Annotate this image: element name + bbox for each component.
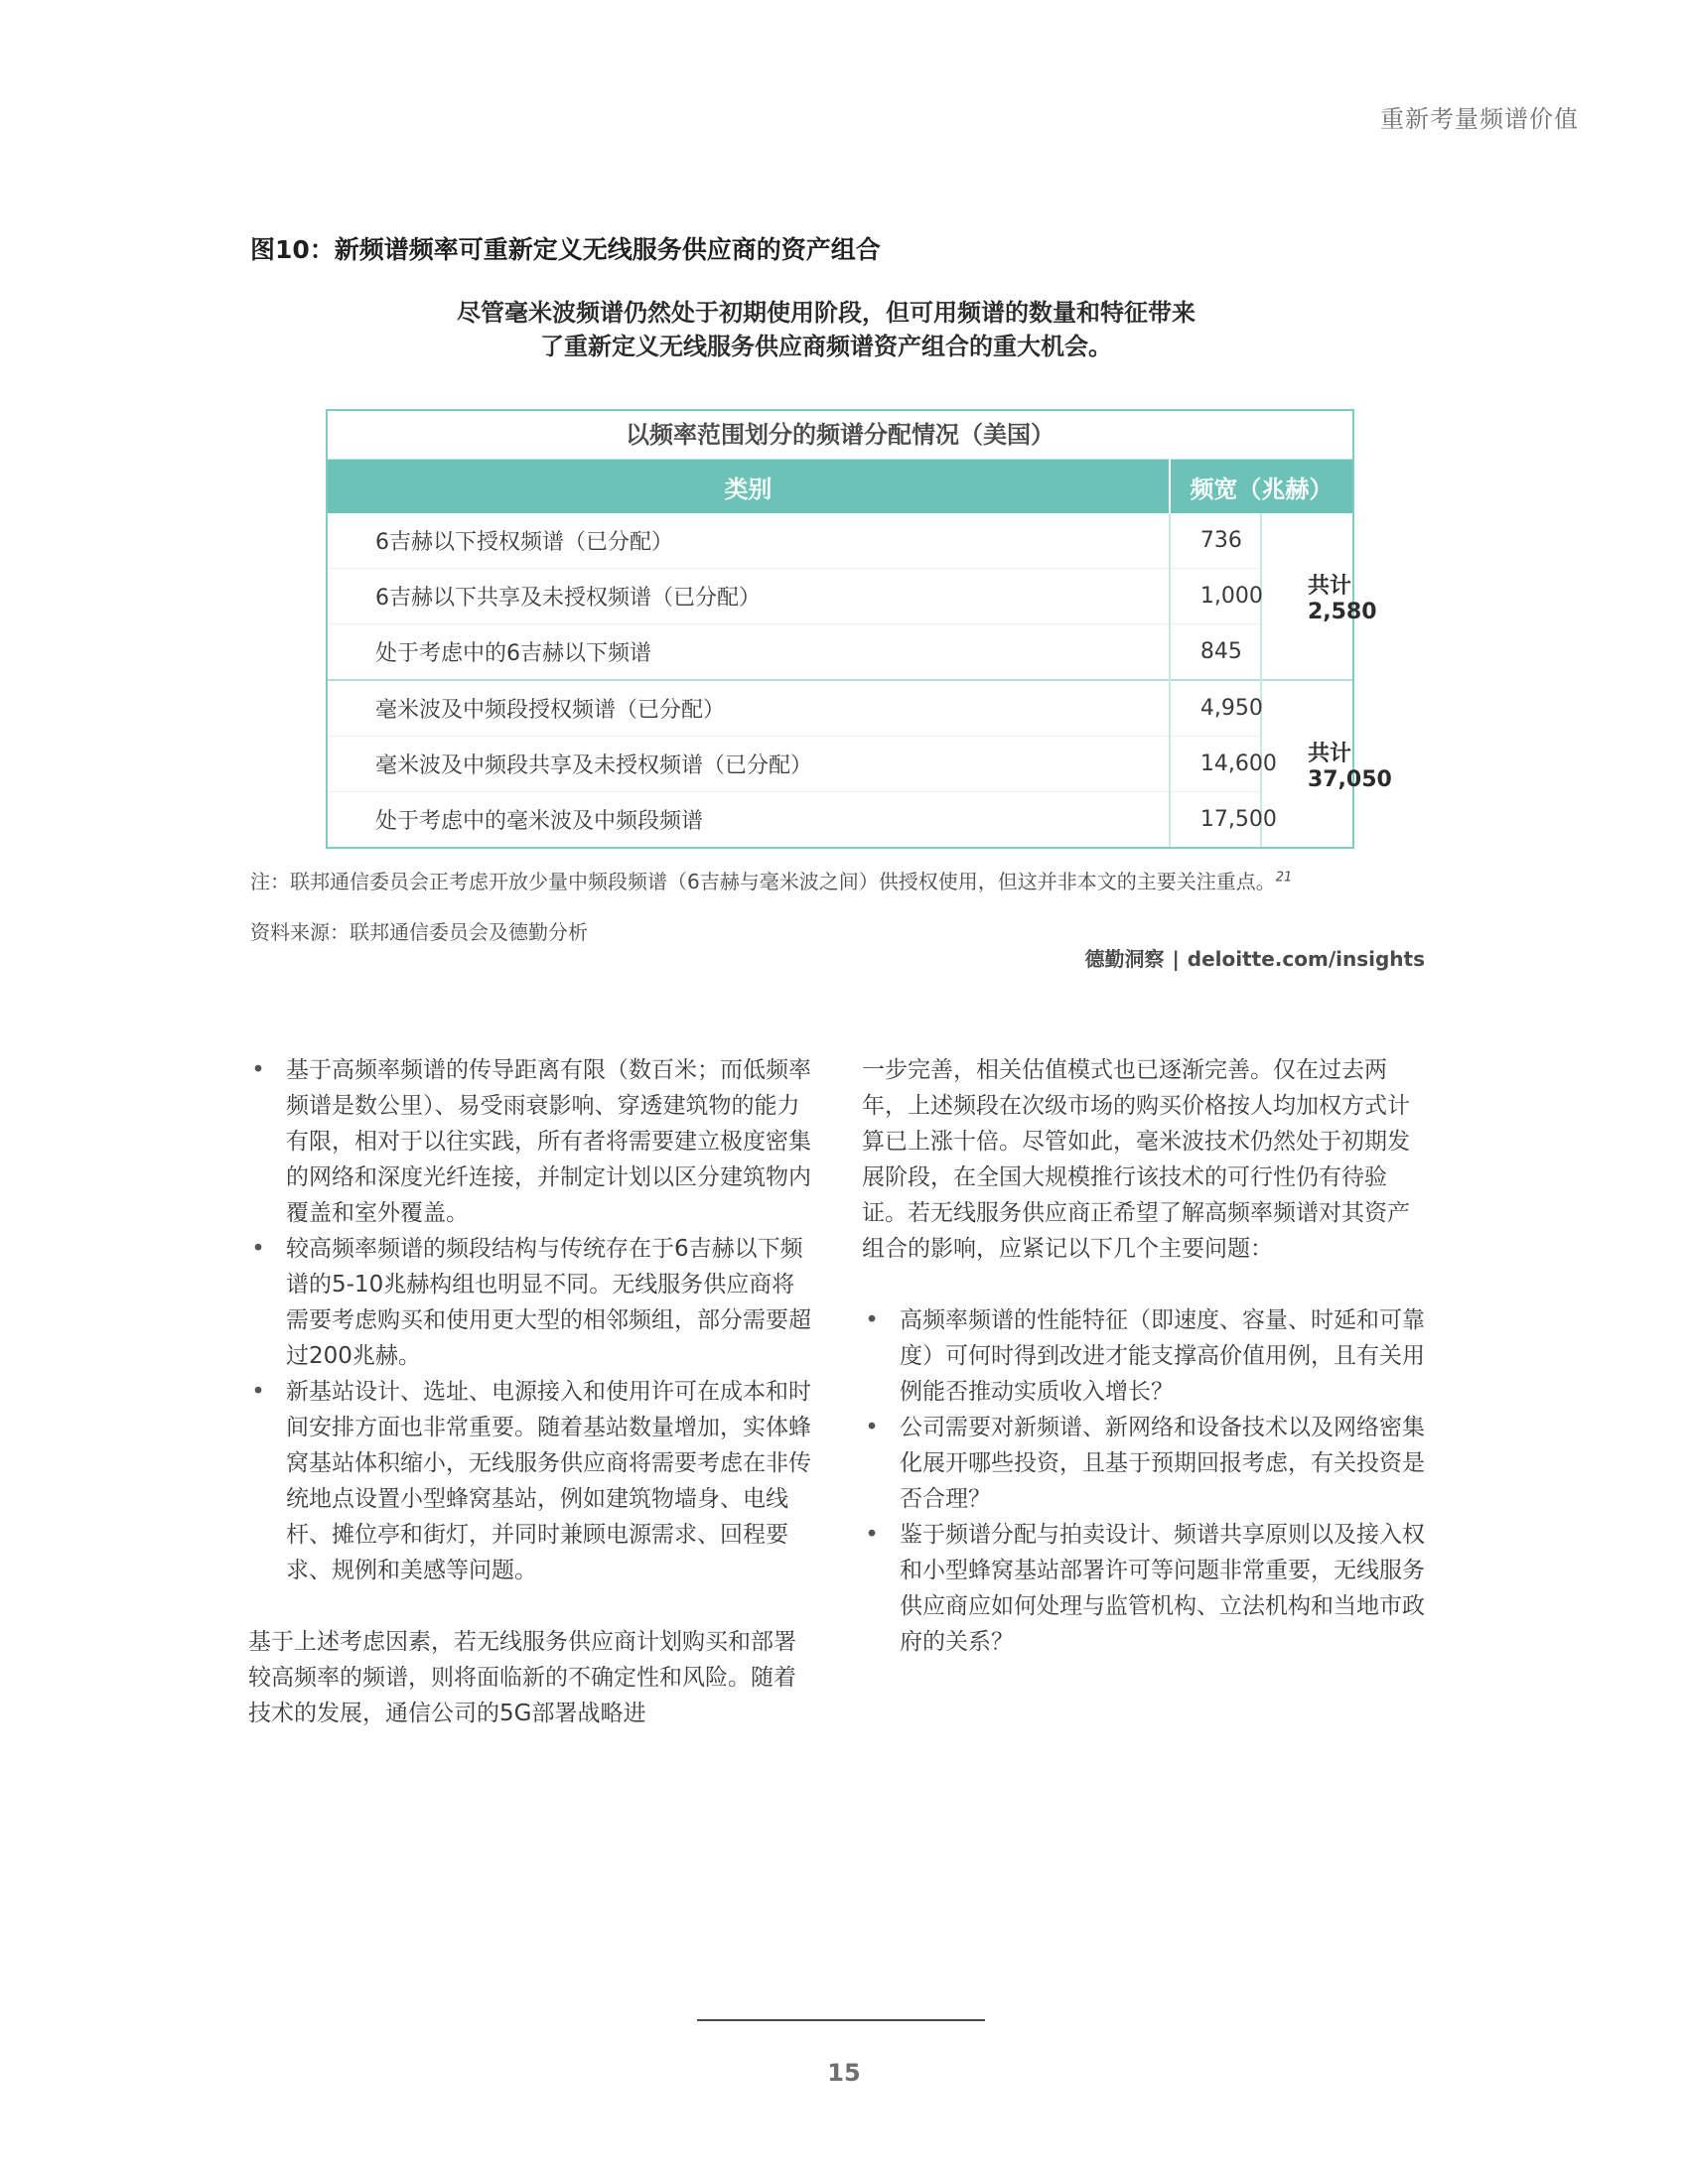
credit-url: deloitte.com/insights bbox=[1187, 947, 1425, 971]
value-cell: 736 bbox=[1170, 513, 1261, 569]
table-row bbox=[328, 680, 1352, 737]
value-cell: 4,950 bbox=[1170, 680, 1261, 737]
column-header-category: 类别 bbox=[328, 460, 1170, 513]
group-total-cell: 共计37,050 bbox=[1261, 680, 1352, 847]
list-item-text: 较高频率频谱的频段结构与传统存在于6吉赫以下频谱的5-10兆赫构组也明显不同。无线服务供应商将需要考虑购买和使用更大型的相邻频组，部分需要超过200兆赫。 bbox=[286, 1236, 811, 1369]
table-row bbox=[328, 624, 1352, 681]
right-bullet-list bbox=[862, 1302, 1428, 1660]
category-cell: 毫米波及中频段共享及未授权频谱（已分配） bbox=[328, 737, 1170, 792]
category-cell: 处于考虑中的毫米波及中频段频谱 bbox=[328, 792, 1170, 848]
figure-source: 资料来源：联邦通信委员会及德勤分析 bbox=[250, 920, 588, 944]
spectrum-table bbox=[326, 409, 1392, 849]
credit-separator: | bbox=[1172, 947, 1180, 971]
figure-credit bbox=[1084, 943, 1425, 972]
page-number: 15 bbox=[827, 2059, 861, 2087]
credit-brand: 德勤洞察 bbox=[1084, 947, 1165, 971]
table-row bbox=[328, 569, 1352, 624]
figure-subtitle-line-2: 了重新定义无线服务供应商频谱资产组合的重大机会。 bbox=[540, 333, 1112, 360]
category-cell: 6吉赫以下授权频谱（已分配） bbox=[328, 513, 1170, 569]
figure-title: 图10：新频谱频率可重新定义无线服务供应商的资产组合 bbox=[250, 235, 881, 264]
figure-subtitle bbox=[250, 296, 1402, 363]
list-item-text: 新基站设计、选址、电源接入和使用许可在成本和时间安排方面也非常重要。随着基站数量增加，实体蜂窝基站体积缩小，无线服务供应商将需要考虑在非传统地点设置小型蜂窝基站，例如建筑物墙身、电线杆、摊位亭和街灯，并同时兼顾电源需求、回程要求、规例和美感等问题。 bbox=[286, 1379, 811, 1583]
value-cell: 845 bbox=[1170, 624, 1261, 681]
bullet-icon: • bbox=[865, 1522, 879, 1548]
note-reference: 21 bbox=[1275, 870, 1293, 886]
list-item-text: 鉴于频谱分配与拍卖设计、频谱共享原则以及接入权和小型蜂窝基站部署许可等问题非常重要，无线服务供应商应如何处理与监管机构、立法机构和当地市政府的关系？ bbox=[900, 1522, 1425, 1655]
column-header-bandwidth: 频宽（兆赫） bbox=[1170, 460, 1352, 513]
running-header: 重新考量频谱价值 bbox=[1380, 105, 1579, 133]
value-cell: 14,600 bbox=[1170, 737, 1261, 792]
list-item bbox=[248, 1052, 814, 1231]
footer-divider bbox=[697, 2019, 985, 2021]
list-item-text: 高频率频谱的性能特征（即速度、容量、时延和可靠度）可何时得到改进才能支撑高价值用例，且有关用例能否推动实质收入增长？ bbox=[900, 1307, 1425, 1405]
body-paragraph: 一步完善，相关估值模式也已逐渐完善。仅在过去两年，上述频段在次级市场的购买价格按人均加权方式计算已上涨十倍。尽管如此，毫米波技术仍然处于初期发展阶段，在全国大规模推行该技术的可行性仍有待验证。若无线服务供应商正希望了解高频率频谱对其资产组合的影响，应紧记以下几个主要问题： bbox=[862, 1057, 1410, 1262]
note-text: 注：联邦通信委员会正考虑开放少量中频段频谱（6吉赫与毫米波之间）供授权使用，但这并非本文的主要关注重点。 bbox=[250, 870, 1276, 893]
list-item bbox=[248, 1374, 814, 1588]
bullet-icon: • bbox=[865, 1415, 879, 1440]
category-cell: 毫米波及中频段授权频谱（已分配） bbox=[328, 680, 1170, 737]
list-item bbox=[862, 1517, 1428, 1660]
list-item bbox=[862, 1410, 1428, 1517]
bullet-icon: • bbox=[251, 1236, 265, 1262]
group-total-cell: 共计2,580 bbox=[1307, 573, 1377, 624]
table-row bbox=[328, 513, 1352, 569]
list-item bbox=[248, 1231, 814, 1374]
bullet-icon: • bbox=[251, 1379, 265, 1405]
spectrum-allocation-table bbox=[328, 460, 1392, 847]
list-item-text: 公司需要对新频谱、新网络和设备技术以及网络密集化展开哪些投资，且基于预期回报考虑，有关投资是否合理？ bbox=[900, 1415, 1425, 1512]
table-header-row bbox=[328, 460, 1352, 513]
table-caption: 以频率范围划分的频谱分配情况（美国） bbox=[328, 411, 1352, 460]
table-row bbox=[328, 792, 1352, 848]
figure-note bbox=[250, 866, 1292, 894]
list-item-text: 基于高频率频谱的传导距离有限（数百米；而低频率频谱是数公里）、易受雨衰影响、穿透建筑物的能力有限，相对于以往实践，所有者将需要建立极度密集的网络和深度光纤连接，并制定计划以区分建筑物内覆盖和室外覆盖。 bbox=[286, 1057, 811, 1226]
category-cell: 处于考虑中的6吉赫以下频谱 bbox=[328, 624, 1170, 681]
table-row bbox=[328, 737, 1352, 792]
left-bullet-list bbox=[248, 1052, 814, 1588]
category-cell: 6吉赫以下共享及未授权频谱（已分配） bbox=[328, 569, 1170, 624]
list-item bbox=[862, 1302, 1428, 1410]
value-cell: 17,500 bbox=[1170, 792, 1261, 848]
body-column-left bbox=[248, 1052, 814, 1731]
figure-subtitle-line-1: 尽管毫米波频谱仍然处于初期使用阶段，但可用频谱的数量和特征带来 bbox=[457, 299, 1196, 327]
value-cell: 1,000 bbox=[1170, 569, 1261, 624]
body-paragraph: 基于上述考虑因素，若无线服务供应商计划购买和部署较高频率的频谱，则将面临新的不确定性和风险。随着技术的发展，通信公司的5G部署战略进 bbox=[248, 1629, 796, 1726]
body-column-right bbox=[862, 1052, 1428, 1660]
bullet-icon: • bbox=[251, 1057, 265, 1083]
bullet-icon: • bbox=[865, 1307, 879, 1333]
